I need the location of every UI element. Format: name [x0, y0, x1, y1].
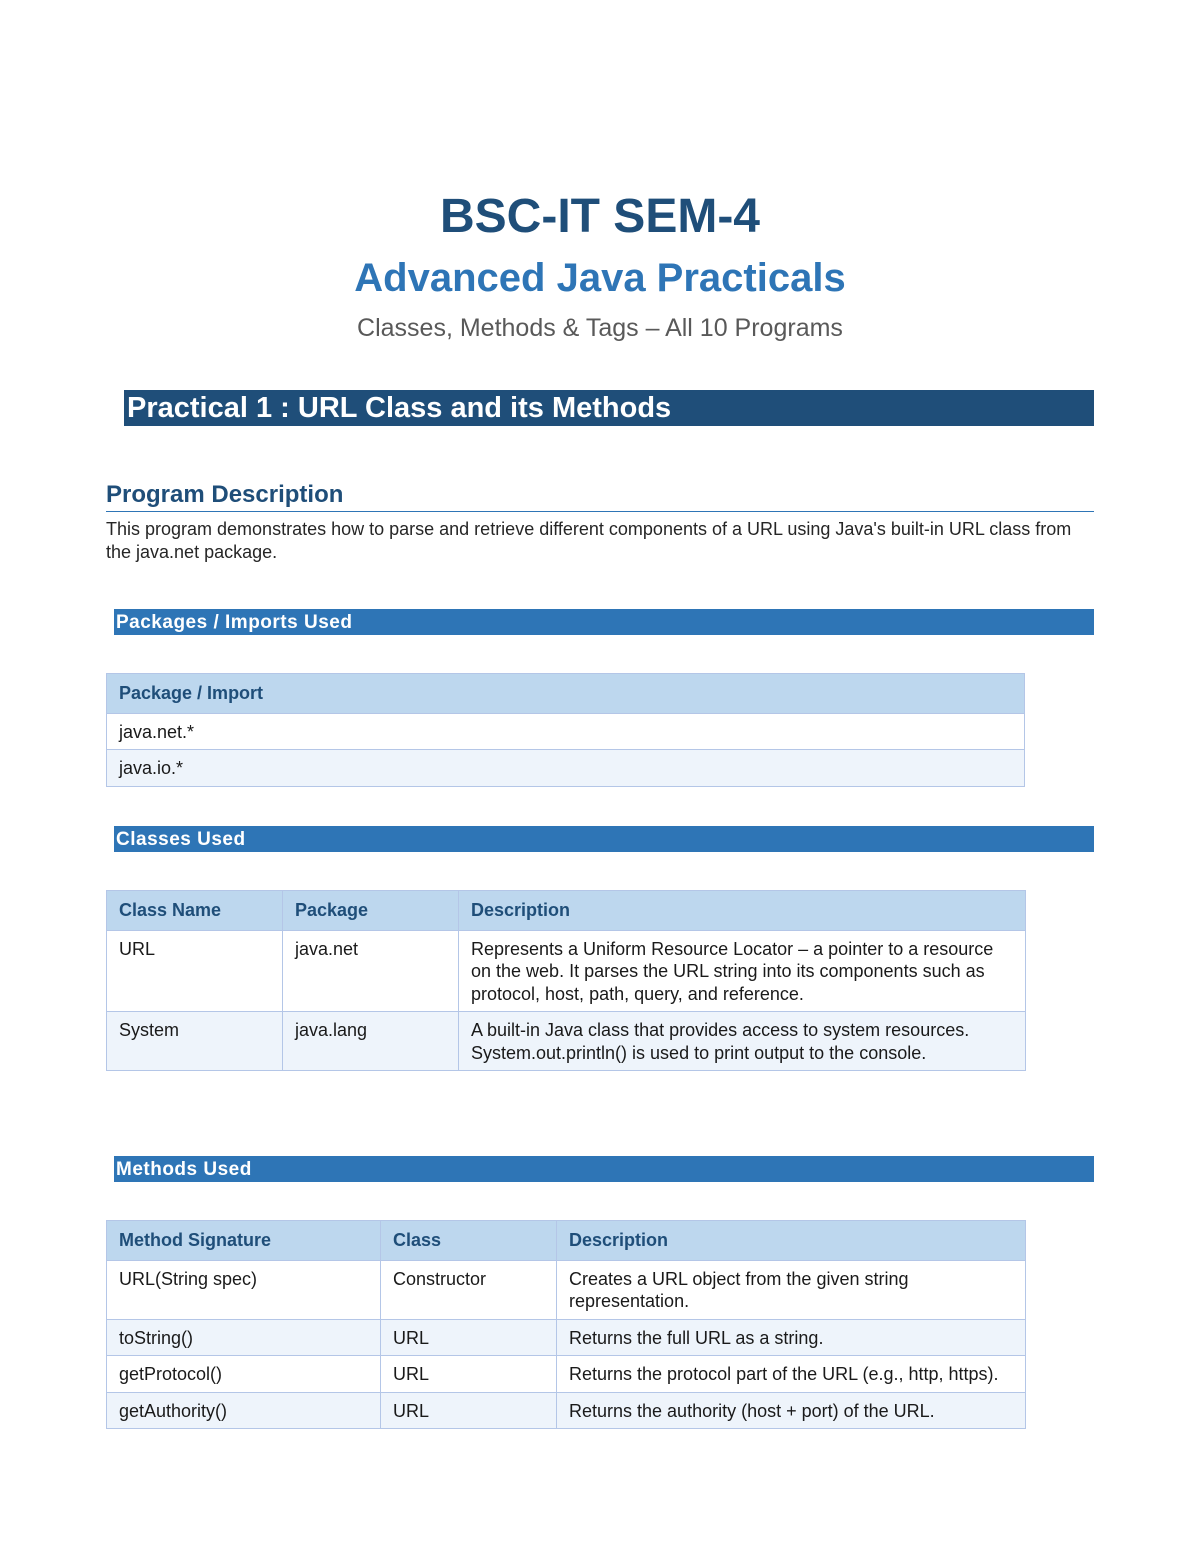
table-cell: Creates a URL object from the given string representation. [557, 1260, 1026, 1319]
table-row [107, 1260, 1026, 1319]
table-cell: Returns the authority (host + port) of the URL. [557, 1392, 1026, 1429]
table-cell: Represents a Uniform Resource Locator – a pointer to a resource on the web. It parses the URL string into its components such as protocol, host, path, query, and reference. [459, 930, 1026, 1012]
table-cell: URL [107, 930, 283, 1012]
table-cell: java.io.* [107, 750, 1025, 787]
methods-section-bar: Methods Used [114, 1156, 1094, 1182]
table-cell: Returns the full URL as a string. [557, 1319, 1026, 1356]
methods-table [106, 1220, 1026, 1429]
classes-section-bar: Classes Used [114, 826, 1094, 852]
table-cell: A built-in Java class that provides access to system resources. System.out.println() is used to print output to the console. [459, 1012, 1026, 1071]
table-cell: System [107, 1012, 283, 1071]
table-header-cell: Package / Import [107, 674, 1025, 714]
table-header-cell: Description [459, 891, 1026, 931]
table-cell: java.net.* [107, 713, 1025, 750]
packages-table [106, 673, 1025, 787]
table-cell: Returns the protocol part of the URL (e.g., http, https). [557, 1356, 1026, 1393]
table-cell: getProtocol() [107, 1356, 381, 1393]
table-header-cell: Description [557, 1221, 1026, 1261]
program-description-heading: Program Description [106, 480, 1094, 512]
table-cell: URL(String spec) [107, 1260, 381, 1319]
table-header-cell: Class [381, 1221, 557, 1261]
table-row [107, 713, 1025, 750]
table-row [107, 750, 1025, 787]
table-row [107, 930, 1026, 1012]
table-row [107, 1319, 1026, 1356]
table-cell: Constructor [381, 1260, 557, 1319]
table-cell: getAuthority() [107, 1392, 381, 1429]
table-cell: URL [381, 1392, 557, 1429]
page-tagline: Classes, Methods & Tags – All 10 Programs [357, 314, 843, 342]
table-header-row [107, 674, 1025, 714]
classes-table [106, 890, 1026, 1071]
table-header-cell: Class Name [107, 891, 283, 931]
table-row [107, 1012, 1026, 1071]
table-row [107, 1356, 1026, 1393]
table-cell: toString() [107, 1319, 381, 1356]
table-header-row [107, 891, 1026, 931]
table-header-cell: Method Signature [107, 1221, 381, 1261]
table-cell: URL [381, 1356, 557, 1393]
table-cell: java.net [283, 930, 459, 1012]
table-header-row [107, 1221, 1026, 1261]
table-cell: java.lang [283, 1012, 459, 1071]
table-row [107, 1392, 1026, 1429]
packages-section-bar: Packages / Imports Used [114, 609, 1094, 635]
page-subtitle: Advanced Java Practicals [354, 256, 846, 300]
table-cell: URL [381, 1319, 557, 1356]
table-header-cell: Package [283, 891, 459, 931]
program-description-text: This program demonstrates how to parse and retrieve different components of a URL using Java's built-in URL class from the java.net package. [106, 519, 1072, 562]
page-title: BSC-IT SEM-4 [439, 190, 760, 243]
practical-banner: Practical 1 : URL Class and its Methods [124, 390, 1094, 426]
